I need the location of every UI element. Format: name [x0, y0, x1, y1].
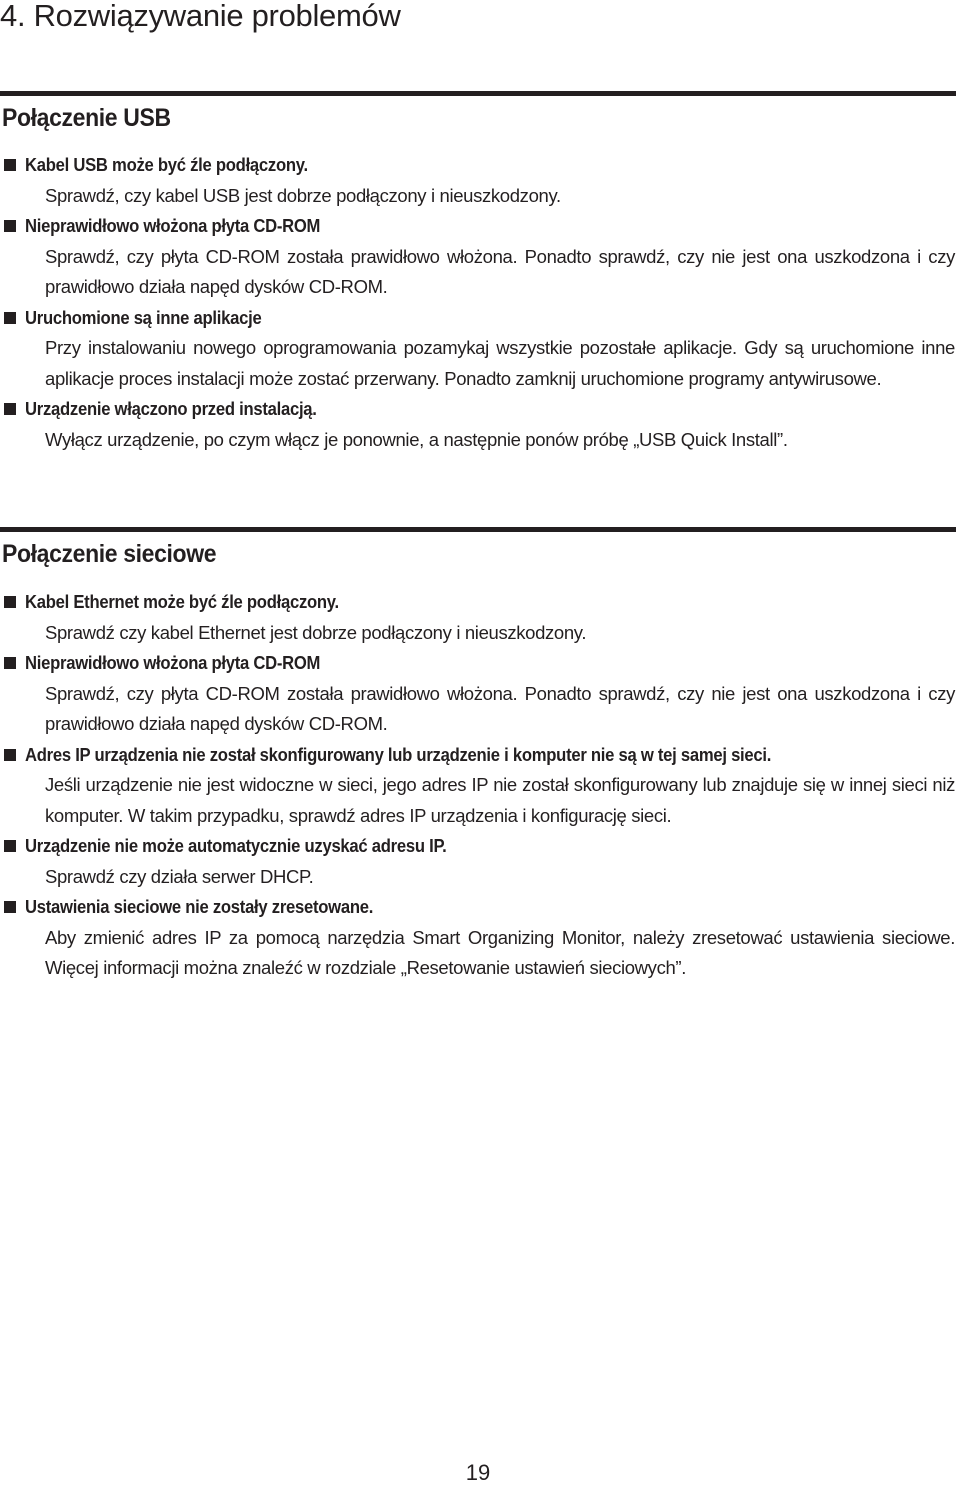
section-divider	[0, 91, 956, 96]
item-description: Sprawdź, czy kabel USB jest dobrze podłączony i nieuszkodzony.	[45, 184, 561, 206]
item-title: Kabel Ethernet może być źle podłączony.	[25, 591, 339, 612]
item-title: Urządzenie nie może automatycznie uzyskać adresu IP.	[25, 835, 447, 856]
item-description: Sprawdź, czy płyta CD-ROM została prawidłowo włożona. Ponadto sprawdź, czy nie jest ona uszkodzona i czy prawidłowo działa napęd dysków CD-ROM.	[45, 682, 955, 734]
item-title: Uruchomione są inne aplikacje	[25, 306, 262, 328]
square-bullet-icon	[4, 657, 16, 669]
item-description: Sprawdź czy kabel Ethernet jest dobrze podłączony i nieuszkodzony.	[45, 621, 587, 643]
item-description: Sprawdź czy działa serwer DHCP.	[45, 865, 314, 887]
item-description: Sprawdź, czy płyta CD-ROM została prawidłowo włożona. Ponadto sprawdź, czy nie jest ona uszkodzona i czy prawidłowo działa napęd dysków CD-ROM.	[45, 245, 955, 297]
item-title: Urządzenie włączono przed instalacją.	[25, 398, 317, 419]
section-usb	[0, 91, 960, 491]
square-bullet-icon	[4, 159, 16, 171]
section-title: Połączenie USB	[2, 104, 171, 132]
list-item	[0, 303, 960, 395]
list-item	[0, 892, 960, 984]
page-title: 4. Rozwiązywanie problemów	[0, 0, 401, 33]
item-description: Aby zmienić adres IP za pomocą narzędzia Smart Organizing Monitor, należy zresetować ustawienia sieciowe. Więcej informacji można znaleźć w rozdziale „Resetowanie ustawień sieciowych”.	[45, 926, 955, 978]
square-bullet-icon	[4, 403, 16, 415]
page-number: 19	[465, 1460, 491, 1485]
item-description: Jeśli urządzenie nie jest widoczne w sieci, jego adres IP nie został skonfigurowany lub znajduje się w innej sieci niż komputer. W takim przypadku, sprawdź adres IP urządzenia i konfigurację sieci.	[45, 774, 955, 826]
list-item	[0, 740, 960, 832]
square-bullet-icon	[4, 901, 16, 913]
square-bullet-icon	[4, 749, 16, 761]
item-title: Nieprawidłowo włożona płyta CD-ROM	[25, 652, 321, 673]
item-description: Wyłącz urządzenie, po czym włącz je ponownie, a następnie ponów próbę „USB Quick Install”.	[45, 428, 788, 450]
square-bullet-icon	[4, 312, 16, 324]
square-bullet-icon	[4, 220, 16, 232]
list-item	[0, 831, 960, 892]
section-title: Połączenie sieciowe	[2, 540, 217, 568]
square-bullet-icon	[4, 596, 16, 608]
item-list	[0, 150, 960, 455]
item-title: Adres IP urządzenia nie został skonfigurowany lub urządzenie i komputer nie są w tej samej sieci.	[25, 743, 772, 765]
list-item	[0, 394, 960, 455]
list-item	[0, 587, 960, 648]
list-item	[0, 150, 960, 211]
square-bullet-icon	[4, 840, 16, 852]
item-description: Przy instalowaniu nowego oprogramowania pozamykaj wszystkie pozostałe aplikacje. Gdy są uruchomione inne aplikacje proces instalacji może zostać przerwany. Ponadto zamknij uruchomione programy antywirusowe.	[45, 337, 955, 389]
section-network	[0, 527, 960, 997]
section-divider	[0, 527, 956, 532]
list-item	[0, 648, 960, 740]
item-title: Nieprawidłowo włożona płyta CD-ROM	[25, 215, 321, 236]
list-item	[0, 211, 960, 303]
item-title: Ustawienia sieciowe nie zostały zresetowane.	[25, 896, 374, 917]
item-list	[0, 587, 960, 984]
item-title: Kabel USB może być źle podłączony.	[25, 154, 308, 175]
